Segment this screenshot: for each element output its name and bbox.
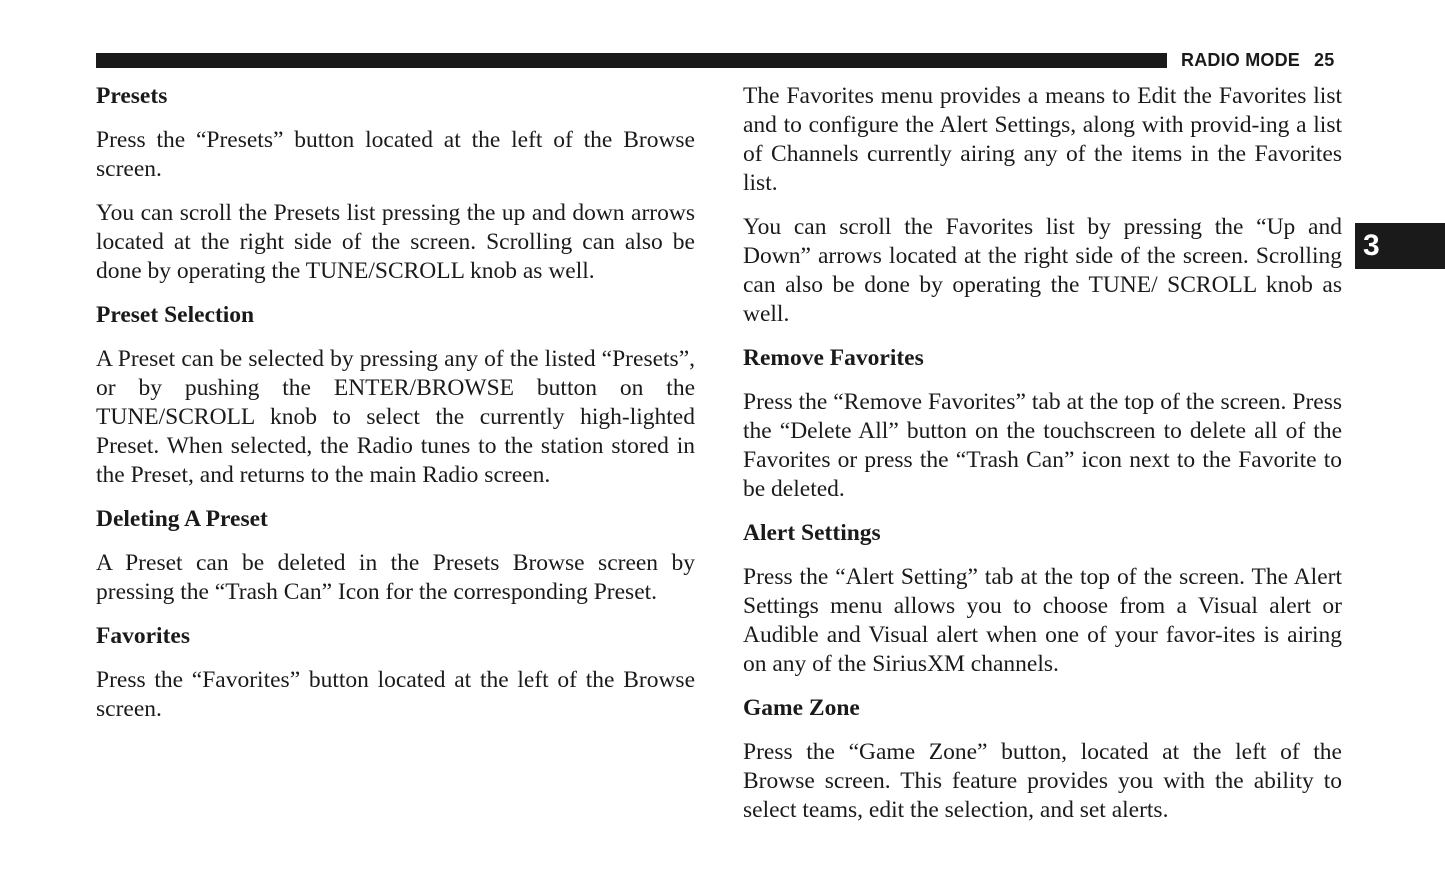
paragraph: Press the “Game Zone” button, located at the left of the Browse screen. This feature provides you with the ability to select teams, edit the selection, and set alerts. [743,739,1342,823]
heading-alert-settings: Alert Settings [743,520,881,546]
chapter-tab: 3 [1355,223,1445,269]
heading-favorites: Favorites [96,623,190,649]
paragraph: You can scroll the Favorites list by pressing the “Up and Down” arrows located at the right side of the screen. Scrolling can also be done by operating the TUNE/ SCROLL knob as well. [743,214,1342,327]
paragraph: The Favorites menu provides a means to Edit the Favorites list and to configure the Alert Settings, along with provid-ing a list of Channels currently airing any of the items in the Favorites list. [743,83,1342,196]
header-rule [96,53,1167,68]
heading-remove-favorites: Remove Favorites [743,345,924,371]
section-title: RADIO MODE [1181,50,1300,70]
heading-deleting-preset: Deleting A Preset [96,506,268,532]
heading-preset-selection: Preset Selection [96,302,255,328]
paragraph: You can scroll the Presets list pressing the up and down arrows located at the right side of the screen. Scrolling can also be done by operating the TUNE/SCROLL knob as well. [96,200,695,284]
page-number: 25 [1314,50,1335,70]
paragraph: Press the “Presets” button located at the left of the Browse screen. [96,127,695,182]
heading-game-zone: Game Zone [743,695,860,721]
left-column [96,82,695,739]
paragraph: A Preset can be deleted in the Presets Browse screen by pressing the “Trash Can” Icon for the corresponding Preset. [96,550,695,605]
right-column [743,82,1342,840]
running-header [1181,50,1334,71]
paragraph: A Preset can be selected by pressing any of the listed “Presets”, or by pushing the ENTER/BROWSE button on the TUNE/SCROLL knob to select the currently high-lighted Preset. When selected, the Radio tunes to the station stored in the Preset, and returns to the main Radio screen. [96,346,695,488]
paragraph: Press the “Alert Setting” tab at the top of the screen. The Alert Settings menu allows you to choose from a Visual alert or Audible and Visual alert when one of your favor-ites is airing on any of the SiriusXM channels. [743,564,1342,677]
paragraph: Press the “Favorites” button located at the left of the Browse screen. [96,667,695,722]
paragraph: Press the “Remove Favorites” tab at the top of the screen. Press the “Delete All” button on the touchscreen to delete all of the Favorites or press the “Trash Can” icon next to the Favorite to be deleted. [743,389,1342,502]
heading-presets: Presets [96,83,168,109]
